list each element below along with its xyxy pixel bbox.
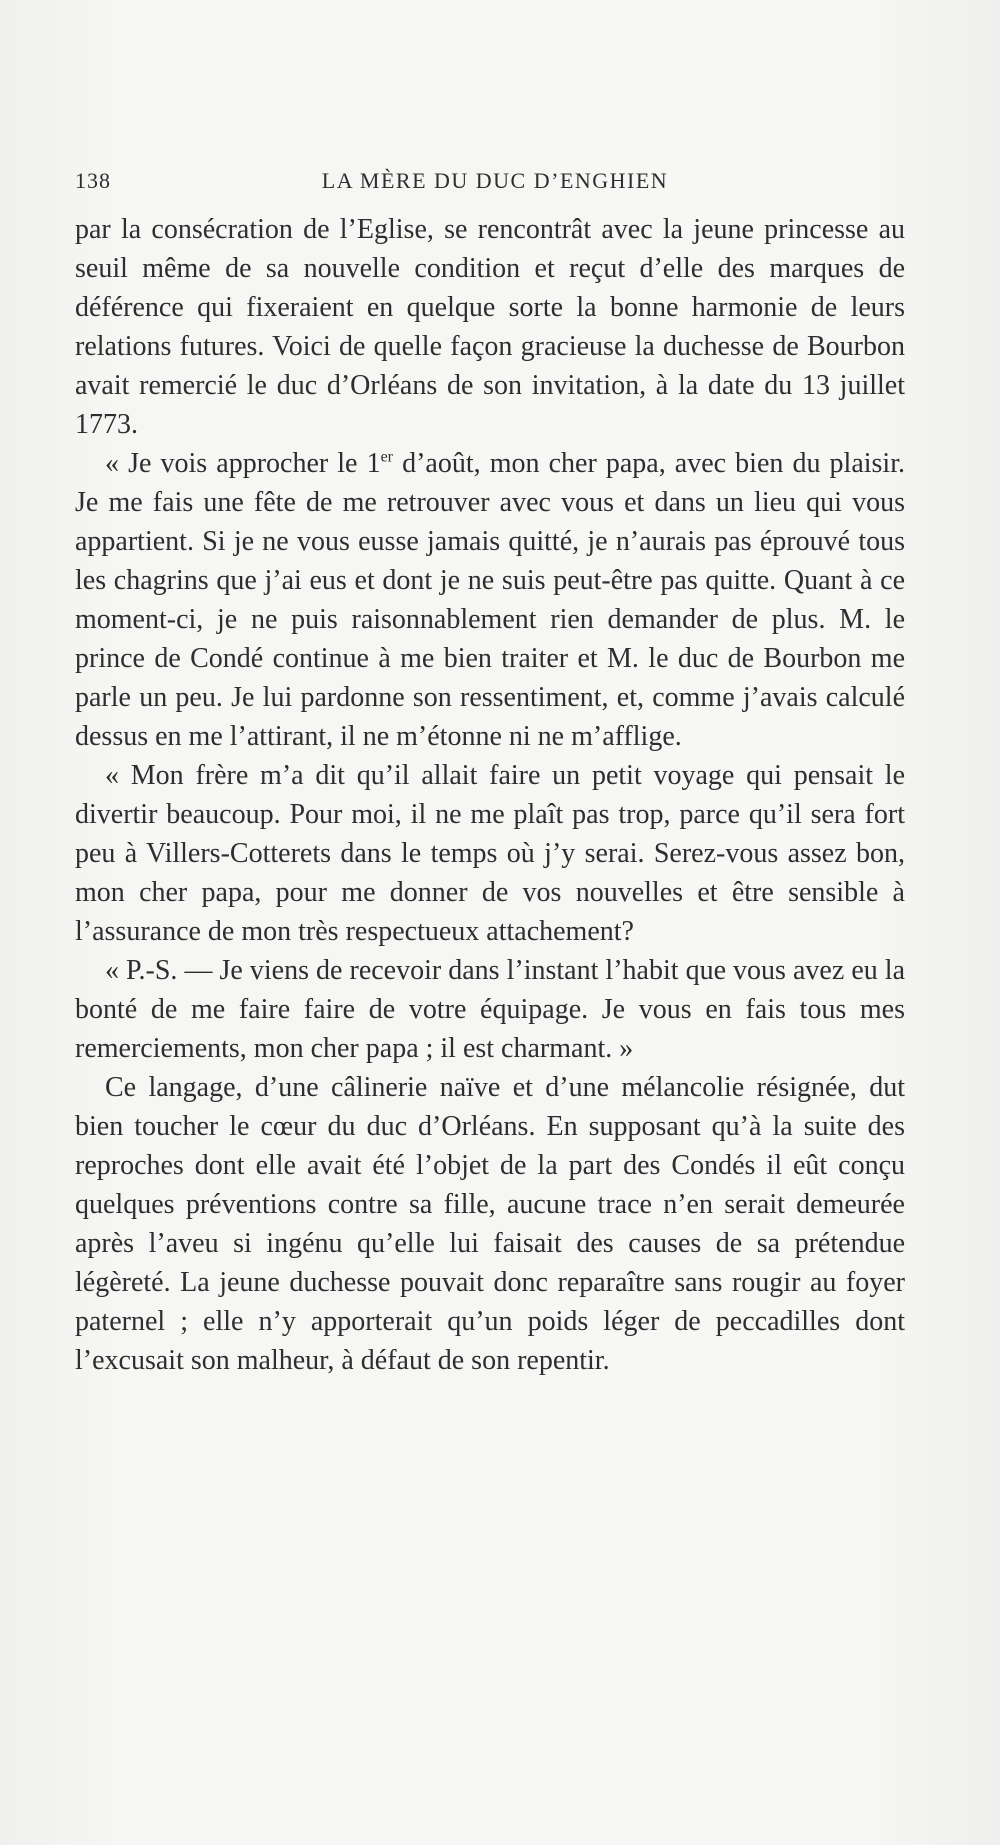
page-header [75,168,915,198]
paragraph-3: « Mon frère m’a dit qu’il allait faire un petit voyage qui pensait le divertir beaucoup. Pour moi, il ne me plaît pas trop, parce qu’il sera fort peu à Villers-Cotterets dans le temps où j’y serai. Serez-vous assez bon, mon cher papa, pour me donner de vos nouvelles et être sensible à l’assurance de mon très respectueux attachement? [75,760,905,947]
paragraph-2-start: « Je vois approcher le 1 [105,448,381,479]
body-text [75,210,905,1380]
paragraph-5: Ce langage, d’une câlinerie naïve et d’une mélancolie résignée, dut bien toucher le cœur du duc d’Orléans. En supposant qu’à la suite des reproches dont elle avait été l’objet de la part des Condés il eût conçu quelques préventions contre sa fille, aucune trace n’en serait demeurée après l’aveu si ingénu qu’elle lui faisait des causes de sa prétendue légèreté. La jeune duchesse pouvait donc reparaître sans rougir au foyer paternel ; elle n’y apporterait qu’un poids léger de peccadilles dont l’excusait son malheur, à défaut de son repentir. [75,1072,905,1376]
ordinal-superscript: er [380,448,394,466]
paragraph-2-end: d’août, mon cher papa, avec bien du plaisir. Je me fais une fête de me retrouver avec vous et dans un lieu qui vous appartient. Si je ne vous eusse jamais quitté, je n’aurais pas éprouvé tous les chagrins que j’ai eus et dont je ne suis peut-être pas quitte. Quant à ce moment-ci, je ne puis raisonnablement rien demander de plus. M. le prince de Condé continue à me bien traiter et M. le duc de Bourbon me parle un peu. Je lui pardonne son ressentiment, et, comme j’avais calculé dessus en me l’attirant, il ne m’étonne ni ne m’afflige. [75,448,905,752]
paragraph-1: par la consécration de l’Eglise, se rencontrât avec la jeune princesse au seuil même de sa nouvelle condition et reçut d’elle des marques de déférence qui fixeraient en quelque sorte la bonne harmonie de leurs relations futures. Voici de quelle façon gracieuse la duchesse de Bourbon avait remercié le duc d’Orléans de son invitation, à la date du 13 juillet 1773. [75,214,905,440]
paragraph-2 [75,444,905,756]
paragraph-4: « P.-S. — Je viens de recevoir dans l’instant l’habit que vous avez eu la bonté de me faire faire de votre équipage. Je vous en fais tous mes remerciements, mon cher papa ; il est charmant. » [75,955,905,1064]
running-head: LA MÈRE DU DUC D’ENGHIEN [321,168,669,193]
page-number: 138 [75,168,111,193]
